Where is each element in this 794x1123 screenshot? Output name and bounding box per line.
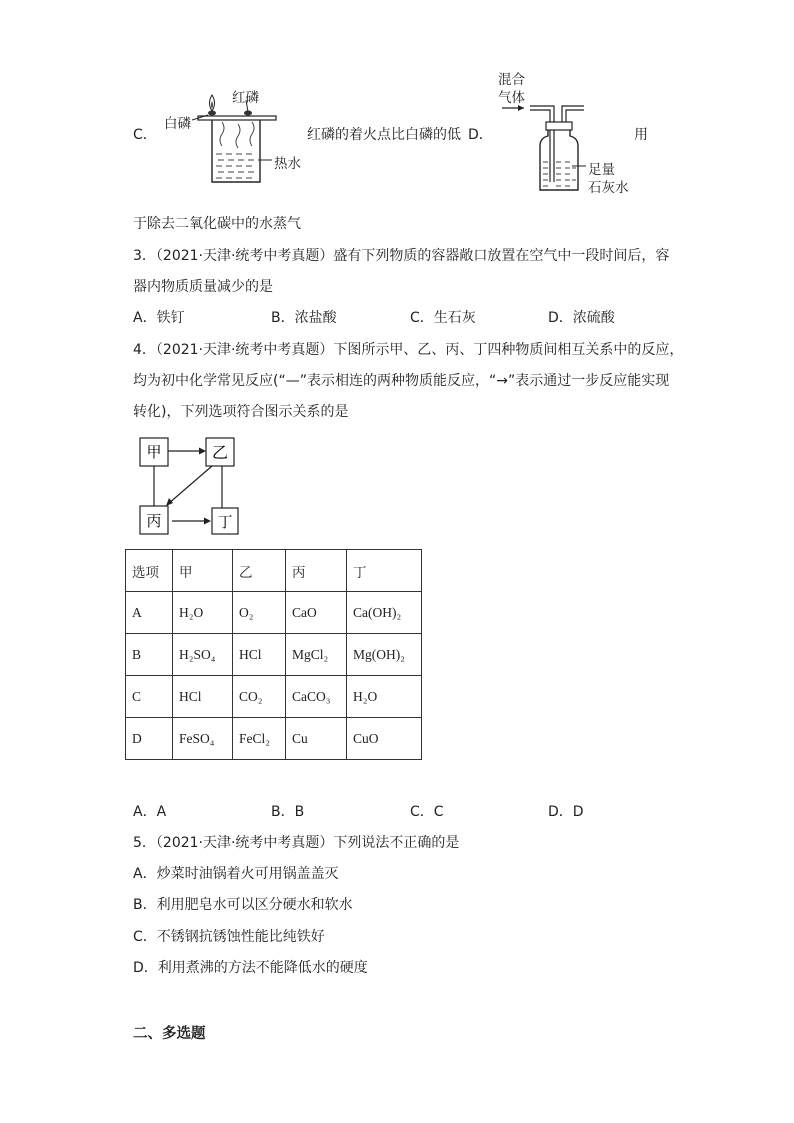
label-ding: 丁: [217, 513, 233, 531]
q4-option-d: D．D: [548, 804, 584, 820]
table-row: [126, 592, 422, 634]
table-cell: C: [126, 676, 173, 718]
table-header-cell: 乙: [233, 550, 286, 592]
outlet-tube: [562, 106, 584, 124]
table-cell: O₂: [233, 592, 286, 634]
table-header-cell: 甲: [173, 550, 233, 592]
arrow-head-icon: [166, 498, 173, 506]
table-header-cell: 丁: [347, 550, 422, 592]
hot-water-label: 热水: [274, 156, 301, 172]
gas-washing-bottle-diagram: [500, 96, 590, 196]
q4-option-b: B．B: [271, 804, 305, 820]
steam-wisps: [220, 122, 254, 148]
table-cell: CaO: [286, 592, 347, 634]
option-d-label: D．: [468, 127, 493, 143]
option-c-text: 红磷的着火点比白磷的低: [307, 127, 461, 143]
q5-stem: 5．（2021·天津·统考中考真题）下列说法不正确的是: [133, 835, 460, 851]
copper-plate: [198, 116, 276, 120]
option-d-text-tail: 用: [634, 127, 648, 143]
table-row: [126, 676, 422, 718]
table-cell: H₂O: [347, 676, 422, 718]
table-header-row: [126, 550, 422, 592]
ample-label: 足量: [588, 162, 615, 178]
table-header-cell: 丙: [286, 550, 347, 592]
red-phosphorus-label: 红磷: [232, 90, 259, 106]
arrow-yi-bing: [168, 466, 212, 504]
mixed-gas-label-2: 气体: [498, 90, 525, 106]
q3-option-d: D．浓硫酸: [548, 310, 615, 326]
table-row: [126, 718, 422, 760]
table-cell: A: [126, 592, 173, 634]
table-cell: Cu: [286, 718, 347, 760]
q3-stem-line1: 3．（2021·天津·统考中考真题）盛有下列物质的容器敞口放置在空气中一段时间后，容: [133, 248, 670, 264]
q4-option-a: A．A: [133, 804, 167, 820]
beaker: [212, 120, 260, 182]
q4-stem-line1: 4．（2021·天津·统考中考真题）下图所示甲、乙、丙、丁四种物质间相互关系中的反应，: [133, 342, 684, 358]
option-d-text-cont: 于除去二氧化碳中的水蒸气: [133, 216, 301, 232]
table-cell: B: [126, 634, 173, 676]
table-cell: Ca(OH)₂: [347, 592, 422, 634]
table-cell: HCl: [233, 634, 286, 676]
q3-option-c: C．生石灰: [410, 310, 476, 326]
q5-option-d: D．利用煮沸的方法不能降低水的硬度: [133, 960, 368, 976]
table-cell: Mg(OH)₂: [347, 634, 422, 676]
stopper: [546, 122, 572, 130]
table-cell: FeSO₄: [173, 718, 233, 760]
arrow-head-icon: [518, 105, 524, 111]
table-cell: CuO: [347, 718, 422, 760]
table-cell: HCl: [173, 676, 233, 718]
flame-core: [211, 101, 213, 109]
limewater-label: 石灰水: [588, 180, 629, 196]
option-c-label: C．: [133, 127, 157, 143]
table-header-cell: 选项: [126, 550, 173, 592]
table-cell: H₂O: [173, 592, 233, 634]
white-phosphorus-label: 白磷: [164, 116, 191, 132]
label-bing: 丙: [146, 512, 162, 530]
table-cell: CO₂: [233, 676, 286, 718]
arrow-head-icon: [199, 448, 206, 455]
q3-option-a: A．铁钉: [133, 310, 185, 326]
table-cell: MgCl₂: [286, 634, 347, 676]
q5-option-a: A．炒菜时油锅着火可用锅盖盖灭: [133, 866, 339, 882]
substance-relation-diagram: [136, 434, 246, 538]
q3-option-b: B．浓盐酸: [271, 310, 337, 326]
section-title: 二、多选题: [133, 1026, 206, 1042]
label-jia: 甲: [146, 443, 162, 461]
table-row: [126, 634, 422, 676]
table-cell: D: [126, 718, 173, 760]
q4-stem-line2: 均为初中化学常见反应(“—”表示相连的两种物质能反应，“→”表示通过一步反应能实现: [133, 373, 670, 389]
hot-water-dashes: [216, 154, 254, 178]
mixed-gas-label-1: 混合: [498, 72, 525, 88]
bottle: [540, 130, 578, 190]
table-cell: H₂SO₄: [173, 634, 233, 676]
options-table: [125, 549, 422, 760]
table-cell: CaCO₃: [286, 676, 347, 718]
q4-option-c: C．C: [410, 804, 444, 820]
q3-stem-line2: 器内物质质量减少的是: [133, 279, 273, 295]
q5-option-c: C．不锈钢抗锈蚀性能比纯铁好: [133, 929, 325, 945]
limewater-dashes: [543, 162, 576, 186]
q4-stem-line3: 转化)，下列选项符合图示关系的是: [133, 404, 349, 420]
label-yi: 乙: [211, 443, 229, 462]
q5-option-b: B．利用肥皂水可以区分硬水和软水: [133, 897, 353, 913]
table-cell: FeCl₂: [233, 718, 286, 760]
arrow-head-icon: [204, 518, 211, 525]
